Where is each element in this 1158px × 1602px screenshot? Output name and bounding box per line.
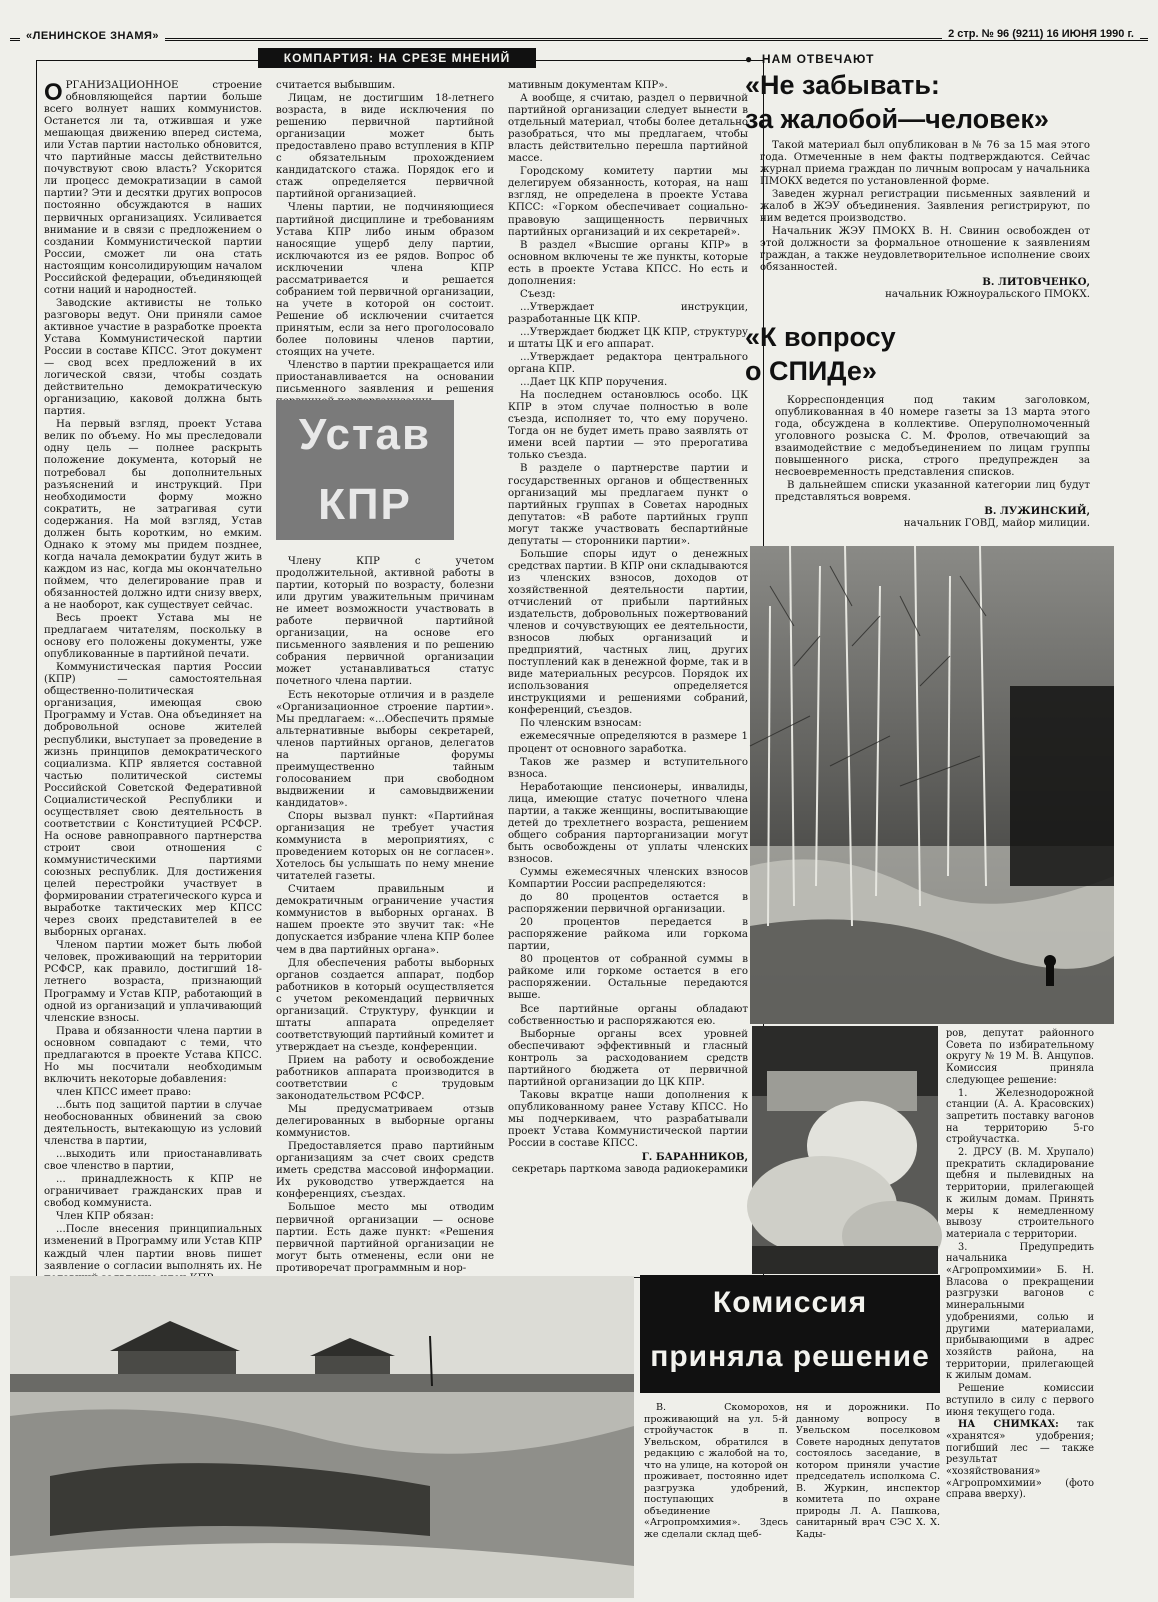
paragraph: В дальнейшем списки указанной категории лиц будут представляться вовремя. [775, 480, 1090, 504]
paragraph: ров, депутат районного Совета по избирательному округу № 19 М. В. Анцупов. Комиссия приняла следующее решение: [946, 1028, 1094, 1086]
paragraph: мативным документам КПР». [508, 80, 668, 91]
paragraph: ...Утверждает инструкции, разработанные ЦК КПР. [508, 301, 748, 325]
reply-rubric-text: НАМ ОТВЕЧАЮТ [761, 52, 875, 66]
paragraph: 20 процентов передается в распоряжение райкома или горкома партии, [508, 917, 748, 953]
paragraph: Споры вызвал пункт: «Партийная организация не требует участия коммуниста в мероприятиях, с проведением которых он не согласен». Хотелось бы услышать по нему мнение читателей газеты. [276, 810, 494, 883]
paragraph: Заведен журнал регистрации письменных заявлений и жалоб в ЖЭУ объединения. Заявления регистрируют, по ним ведется производство. [760, 189, 1090, 225]
paragraph: Члену КПР с учетом продолжительной, активной работы в партии, который по возрасту, болезни или другим уважительным причинам не имеет возможности участвовать в работе первичной партийной организации, на основе его письменного заявления и по решению собрания первичной организации может устанавливаться статус почетного члена партии. [276, 556, 494, 688]
reply-title-line-2: за жалобой—человек» [745, 104, 1049, 134]
reply-author-name: В. ЛИТОВЧЕНКО, [982, 275, 1090, 288]
aids-title-line-1: «К вопросу [745, 322, 896, 352]
commission-side-column [946, 1028, 1094, 1598]
paragraph: Заводские активисты не только разговоры ведут. Они приняли самое активное участие в разработке проекта Устава Коммунистической партии России в составе КПСС. Этот документ — свод всех предложений в их логической связи, чтобы создать действительно демократическую организацию, каковой должна быть партия. [44, 297, 262, 418]
drop-cap: О [44, 79, 63, 106]
paragraph: до 80 процентов остается в распоряжении первичной организации. [508, 892, 748, 916]
paragraph: Корреспонденция под таким заголовком, опубликованная в 40 номере газеты за 13 марта этого года, обсуждена в коллективе. Оперуполномоченный уголовного розыска С. М. Фролов, отвечающий за взаимодействие с медобъединением по лицам группы повышенного риска, строго предупрежден за несвоевременность представления списков. [775, 395, 1090, 479]
paragraph: Городскому комитету партии мы делегируем обязанность, которая, на наш взгляд, не определена в проекте Устава КПСС: «Горком обеспечивает социально-правовую защищенность первичных партийных организаций и их секретарей». [508, 166, 748, 238]
paragraph: ...Утверждает редактора центрального органа КПР. [508, 352, 748, 376]
author-title: секретарь парткома завода радиокерамики [511, 1164, 748, 1176]
main-article-title-line-1: Устав [298, 410, 432, 459]
paragraph: ...Дает ЦК КПР поручения. [520, 377, 668, 389]
paragraph: На последнем остановлюсь особо. ЦК КПР в этом случае полностью в воле съезда, исполняет то, что ему поручено. Тогда он не будет иметь право заявлять от имени всей партии — это прерогатива только съезда. [508, 390, 748, 462]
photo-caption-heading: НА СНИМКАХ: [958, 1419, 1059, 1431]
aids-author-name: В. ЛУЖИНСКИЙ, [984, 505, 1090, 518]
paragraph: ежемесячные определяются в размере 1 процент от основного заработка. [508, 731, 748, 755]
paragraph: Член КПР обязан: [56, 1211, 154, 1223]
paragraph: Прием на работу и освобождение работников аппарата производится в соответствии с трудовым законодательством РСФСР. [276, 1054, 494, 1103]
commission-title-block [640, 1275, 940, 1393]
paragraph: Есть некоторые отличия и в разделе «Организационное строение партии». Мы предлагаем: «...Обеспечить прямые альтернативные выборы секретарей, членов партийных органов, делегатов на партийные форумы преимущественно тайным голосованием при свободном выдвижении и самовыдвижении кандидатов». [276, 689, 494, 809]
aids-title-line-2: о СПИДе» [745, 356, 877, 386]
author-name: Г. БАРАННИКОВ, [641, 1151, 748, 1164]
paragraph: Весь проект Устава мы не предлагаем читателям, поскольку в основу его положены документы, уже опубликованные в партийной печати. [44, 613, 262, 661]
paragraph: Членство в партии прекращается или приостанавливается на основании письменного заявления и решения [276, 360, 494, 396]
paragraph: Съезд: [520, 288, 556, 300]
paragraph: Большое место мы отводим первичной организации — основе партии. Есть даже пункт: «Решения первичной партийной организации не могут быть отменены, если они не противоречат программным и нор- [276, 1202, 494, 1274]
dead-forest-image [750, 546, 1114, 1024]
paragraph: Начальник ЖЭУ ПМОКХ В. Н. Свинин освобожден от этой должности за формальное отношение к заявлениям граждан, а также неудовлетворительное исполнение своих обязанностей. [760, 226, 1090, 274]
reply-title-line-1: «Не забывать: [745, 70, 940, 100]
reply-author-title: начальник Южноуральского ПМОКХ. [885, 288, 1090, 300]
paragraph: считается выбывшим. [276, 80, 396, 91]
paragraph: На первый взгляд, проект Устава велик по объему. Но мы преследовали одну цель — полнее раскрыть положение документа, который не потребовал бы дополнительных разъяснений и инструкций. При необходимости форму можно сократить, не затрагивая сути содержания. На мой взгляд, Устав должен быть коротким, но емким. Однако к этому мы придем позднее, когда начала демократии будут жить в каждом из нас, когда мы окончательно поймем, что делегирование прав и обязанностей должно идти снизу вверх, а не наоборот, как существует сейчас. [44, 419, 262, 612]
reply-rubric [745, 52, 874, 66]
paragraph: Для обеспечения работы выборных органов создается аппарат, подбор работников в который осуществляется с учетом рекомендаций первичных организаций. Структуру, функции и штаты аппарата определяет соответствующий партийный комитет и утверждает на съезде, конференции. [276, 957, 494, 1053]
paragraph: Таковы вкратце наши дополнения к опубликованному ранее Уставу КПСС. Но мы подчеркиваем, что разрабатывали проект Устава Коммунистической партии России в составе КПСС. [508, 1089, 748, 1150]
paragraph: Таков же размер и вступительного взноса. [508, 756, 748, 780]
main-article-title-line-2: КПР [318, 480, 412, 529]
settlement-image [10, 1276, 634, 1598]
main-article-column-2-top [276, 80, 494, 396]
photo-caption: так «хранятся» удобрения; погибший лес — также результат «хозяйствования» «Агропромхимии» (фото справа вверху). [946, 1419, 1094, 1501]
paragraph: ...После внесения принципиальных изменений в Программу или Устав КПР каждый член партии вновь пишет заявление о согласии выполнять их. Не [44, 1224, 262, 1272]
paragraph: Коммунистическая партия России (КПР) — самостоятельная общественно-политическая организация, имеющая свою Программу и Устав. Она объединяет на добровольной основе жителей республики, выступает за проведение в жизнь принципов демократического социализма. КПР является составной частью политической системы Российской Советской Федеративной Социалистической Республики и осуществляет свою деятельность в соответствии с Конституцией РСФСР. На основе равноправного партнерства строит свои отношения с коммунистическими партиями союзных республик. Для достижения целей перестройки участвует в формировании стратегического курса и выработке тактических мер КПСС через своих представителей в ее выборных органах. [44, 662, 262, 939]
paragraph: Права и обязанности члена партии в основном совпадают с теми, что предлагаются в проекте Устава КПСС. Но мы посчитали необходимым включить некоторые добавления: [44, 1025, 262, 1085]
paragraph: Предоставляется право партийным организациям за счет своих средств иметь средства массовой информации. Их руководство утверждается на конференциях, съездах. [276, 1141, 494, 1201]
paragraph: 3. Предупредить начальника «Агропромхимии» Б. Н. Власова о прекращении разгрузки вагонов с минеральными удобрениями, солью и другими материалами, прибывающими в адрес хозяйств района, на территории, прилегающей к жилым домам. [946, 1241, 1094, 1382]
paragraph: 80 процентов от собранной суммы в райкоме или горкоме остается в его распоряжении. Остальные передаются выше. [508, 954, 748, 1002]
fertilizer-piles-photo [752, 1026, 938, 1274]
main-article-title-block [276, 400, 454, 540]
aids-body [775, 395, 1090, 535]
commission-title-line-2: приняла решение [650, 1340, 930, 1373]
reply-title [745, 68, 1049, 136]
issue-info: 2 стр. № 96 (9211) 16 ИЮНЯ 1990 г. [942, 28, 1140, 40]
reply-body [760, 140, 1090, 320]
commission-column-1 [644, 1402, 788, 1598]
paragraph: Мы предусматриваем отзыв делегированных в выборные органы коммунистов. [276, 1104, 494, 1140]
paragraph: РГАНИЗАЦИОННОЕ строение обновляющейся партии больше всего волнует наших коммунистов. Останется ли та, отжившая и уже мешающая движению вперед система, или Устав партии настолько обновится, что партийные массы действительно почувствуют свою власть? Ускорится ли процесс демократизации в самой партии? Эти и десятки других вопросов постоянно обсуждаются в наших первичных организациях. Усиливается внимание и в связи с предложением о создании Коммунистической партии России, сможет ли она стать настоящим консолидирующим началом Российской федерации, объединяющей сотни наций и народностей. [44, 80, 262, 296]
commission-column-2 [796, 1402, 940, 1598]
newspaper-masthead: «ЛЕНИНСКОЕ ЗНАМЯ» [20, 30, 165, 42]
paragraph: А вообще, я считаю, раздел о первичной партийной организации следует вынести в отдельный материал, чтобы более детально разобраться, что мы предлагаем, чтобы власть действительно перешла партийной массе. [508, 93, 748, 165]
bullet-icon: ● [745, 52, 754, 66]
aids-title [745, 320, 896, 388]
main-article-column-1 [44, 80, 262, 1270]
paragraph: ...Утверждает бюджет ЦК КПР, структуру и штаты ЦК и его аппарат. [508, 326, 748, 350]
aids-author-title: начальник ГОВД, майор милиции. [903, 518, 1090, 530]
main-article-rubric: КОМПАРТИЯ: НА СРЕЗЕ МНЕНИЙ [258, 48, 536, 68]
paragraph: член КПСС имеет право: [56, 1086, 192, 1098]
paragraph: Члены партии, не подчиняющиеся партийной дисциплине и требованиям Устава КПР либо иным образом наносящие ущерб делу партии, исключаются из ее рядов. Вопрос об исключении члена КПР рассматривается и решается собранием той первичной организации, на учете в которой он состоит. Решение об исключении считается принятым, если за него проголосовало более половины членов партии, стоящих на учете. [276, 202, 494, 359]
paragraph: В разделе о партнерстве партии и государственных органов и общественных организаций мы предлагаем пункт о партийных группах в Советах народных депутатов: «В работе партийных групп могут также участвовать беспартийные депутаты — сторонники партии». [508, 463, 748, 547]
paragraph: Все партийные органы обладают собственностью и распоряжаются ею. [508, 1003, 748, 1027]
fertilizer-piles-image [752, 1026, 938, 1274]
paragraph: Лицам, не достигшим 18-летнего возраста, в виде исключения по решению первичной партийной организации может быть предоставлено право вступления в КПР с обязательным прохождением кандидатского стажа. Порядок его и стаж определяется первичной партийной организацией. [276, 93, 494, 201]
paragraph: ...выходить или приостанавливать свое членство в партии, [44, 1149, 262, 1173]
paragraph: Суммы ежемесячных членских взносов Компартии России распределяются: [508, 867, 748, 891]
paragraph: Неработающие пенсионеры, инвалиды, лица, имеющие статус почетного члена партии, а также женщины, воспитывающие детей до трехлетнего возраста, решением общего собрания парторганизации могут быть освобождены от уплаты членских взносов. [508, 781, 748, 865]
paragraph: В. Скоморохов, проживающий на ул. 5-й стройучасток в п. Увельском, обратился в редакцию с жалобой на то, что на улице, на которой он проживает, постоянно идет разгрузка удобрений, поступающих в объединение «Агропромхимия». Здесь же сделали склад щеб- [644, 1402, 788, 1540]
paragraph: Такой материал был опубликован в № 76 за 15 мая этого года. Отмеченные в нем факты подтверждаются. Сейчас журнал приема граждан по личным вопросам у начальника ПМОКХ ведется по установленной форме. [760, 140, 1090, 188]
paragraph: 1. Железнодорожной станции (А. А. Красовских) запретить поставку вагонов на территорию 5-го стройучастка. [946, 1087, 1094, 1146]
paragraph: По членским взносам: [520, 718, 642, 730]
paragraph: ... принадлежность к КПР не ограничивает гражданских прав и свобод коммуниста. [44, 1174, 262, 1210]
paragraph: ня и дорожники. По данному вопросу в Увельском поселковом Совете народных депутатов состоялось заседание, в котором приняли участие председатель исполкома С. В. Журкин, инспектор комитета по охране природы Л. А. Пашкова, санитарный врач СЭС Х. Х. Кады- [796, 1402, 940, 1540]
dead-forest-photo [750, 546, 1114, 1024]
paragraph: Решение комиссии вступило в силу с первого июня текущего года. [946, 1383, 1094, 1418]
paragraph: Выборные органы всех уровней обеспечивают эффективный и гласный контроль за расходованием средств партийного бюджета от первичной партийной организации до ЦК КПР. [508, 1028, 748, 1088]
paragraph: Большие споры идут о денежных средствах партии. В КПР они складываются из членских взносов, доходов от хозяйственной деятельности партии, отчислений от прибыли партийных издательств, добровольных пожертвований членов и сочувствующих ее деятельности, взносов любых организаций и предприятий, частных лиц, других поступлений как в денежной форме, так и в виде материальных ресурсов. Порядок их использования определяется инструкциями и решениями собраний, конференций, съездов. [508, 548, 748, 717]
settlement-photo [10, 1276, 634, 1598]
paragraph: В раздел «Высшие органы КПР» в основном включены те же пункты, которые есть в проекте Устава КПСС. Но есть и дополнения: [508, 239, 748, 287]
paragraph: Считаем правильным и демократичным ограничение участия коммунистов в выборных органах. В нашем проекте это звучит так: «Не допускается избрание члена КПР более чем в два партийных органа». [276, 884, 494, 956]
main-article-column-2-bottom [276, 556, 494, 1272]
paragraph: ...быть под защитой партии в случае необоснованных обвинений за свою деятельность, вытекающую из условий членства в партии, [44, 1099, 262, 1148]
paragraph: 2. ДРСУ (В. М. Хрупало) прекратить складирование щебня и пылевидных на территории, прилегающей к жилым домам. Принять меры к немедленному вывозу строительного материала с территории. [946, 1147, 1094, 1240]
main-article-column-3 [508, 80, 748, 1272]
commission-title-line-1: Комиссия [712, 1286, 868, 1319]
paragraph: Членом партии может быть любой человек, проживающий на территории РСФСР, как правило, достигший 18-летнего возраста, признающий Программу и Устав КПР, работающий в одной из организаций и уплачивающий членские взносы. [44, 940, 262, 1024]
